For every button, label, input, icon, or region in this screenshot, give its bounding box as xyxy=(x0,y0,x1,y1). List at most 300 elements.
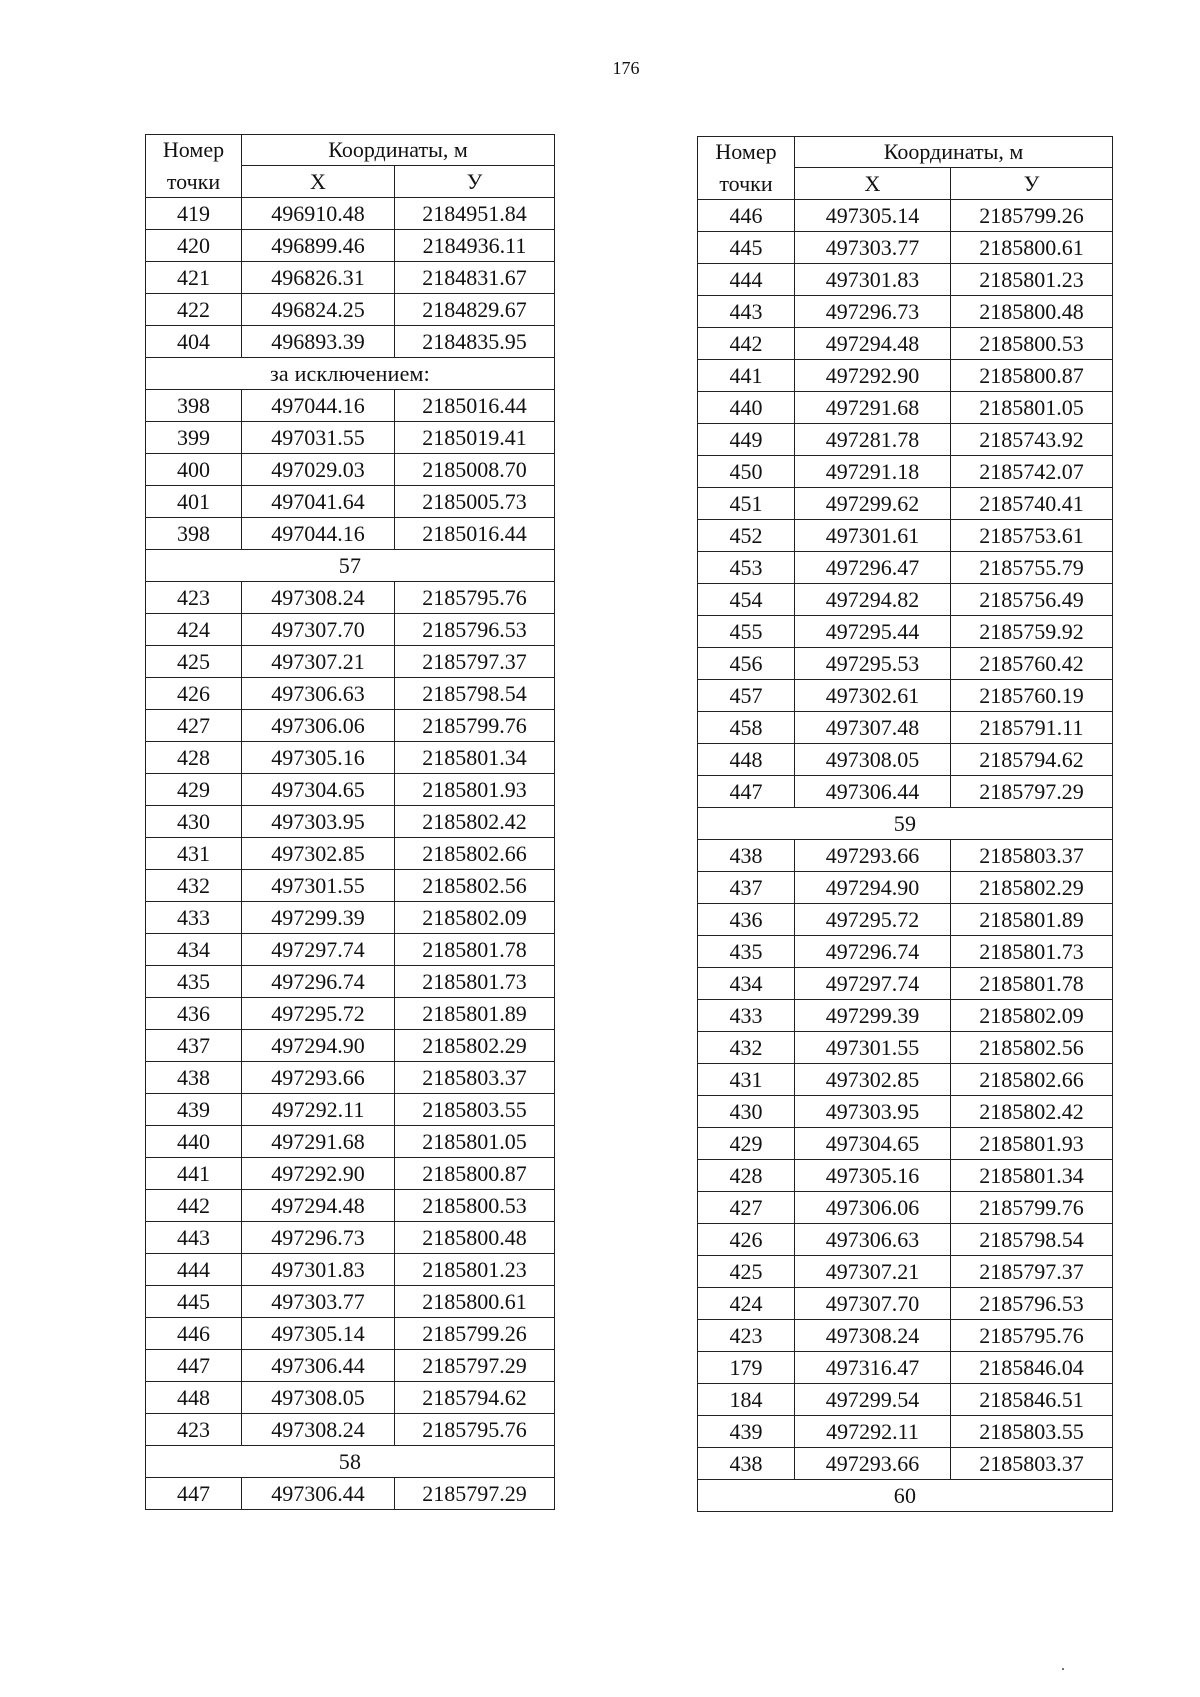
table-row xyxy=(698,1064,1113,1096)
y-coordinate-cell: 2185794.62 xyxy=(951,744,1113,776)
x-header: X xyxy=(242,166,395,198)
y-coordinate-cell: 2185803.37 xyxy=(951,840,1113,872)
point-number-cell: 425 xyxy=(698,1256,795,1288)
x-coordinate-cell: 497302.85 xyxy=(795,1064,951,1096)
y-coordinate-cell: 2185801.78 xyxy=(395,934,555,966)
y-coordinate-cell: 2185799.76 xyxy=(951,1192,1113,1224)
x-header: X xyxy=(795,168,951,200)
x-coordinate-cell: 497306.63 xyxy=(795,1224,951,1256)
group-label: 60 xyxy=(698,1480,1113,1512)
x-coordinate-cell: 496826.31 xyxy=(242,262,395,294)
y-coordinate-cell: 2185801.73 xyxy=(395,966,555,998)
group-label: за исключением: xyxy=(146,358,555,390)
point-number-cell: 441 xyxy=(146,1158,242,1190)
table-row xyxy=(698,1032,1113,1064)
coordinates-table-right-body xyxy=(698,200,1113,1512)
y-coordinate-cell: 2185800.61 xyxy=(395,1286,555,1318)
point-number-cell: 430 xyxy=(146,806,242,838)
x-coordinate-cell: 497305.14 xyxy=(795,200,951,232)
x-coordinate-cell: 497303.77 xyxy=(242,1286,395,1318)
table-row xyxy=(698,424,1113,456)
y-coordinate-cell: 2185008.70 xyxy=(395,454,555,486)
table-row xyxy=(146,390,555,422)
x-coordinate-cell: 497296.47 xyxy=(795,552,951,584)
table-row xyxy=(146,582,555,614)
table-row xyxy=(698,200,1113,232)
table-row xyxy=(698,360,1113,392)
x-coordinate-cell: 497294.82 xyxy=(795,584,951,616)
y-coordinate-cell: 2185801.23 xyxy=(951,264,1113,296)
x-coordinate-cell: 497307.70 xyxy=(795,1288,951,1320)
y-coordinate-cell: 2185800.53 xyxy=(951,328,1113,360)
x-coordinate-cell: 497304.65 xyxy=(795,1128,951,1160)
point-number-cell: 433 xyxy=(146,902,242,934)
point-number-cell: 432 xyxy=(146,870,242,902)
point-number-subheader: точки xyxy=(698,168,795,200)
table-row xyxy=(698,1096,1113,1128)
point-number-cell: 422 xyxy=(146,294,242,326)
table-row xyxy=(146,454,555,486)
y-coordinate-cell: 2184831.67 xyxy=(395,262,555,294)
x-coordinate-cell: 497307.70 xyxy=(242,614,395,646)
x-coordinate-cell: 497292.11 xyxy=(795,1416,951,1448)
y-coordinate-cell: 2185795.76 xyxy=(951,1320,1113,1352)
point-number-cell: 424 xyxy=(146,614,242,646)
y-coordinate-cell: 2185800.48 xyxy=(951,296,1113,328)
point-number-cell: 447 xyxy=(146,1478,242,1510)
point-number-cell: 426 xyxy=(698,1224,795,1256)
x-coordinate-cell: 497303.95 xyxy=(795,1096,951,1128)
x-coordinate-cell: 497299.39 xyxy=(242,902,395,934)
table-row xyxy=(146,678,555,710)
y-coordinate-cell: 2185801.73 xyxy=(951,936,1113,968)
x-coordinate-cell: 497294.48 xyxy=(242,1190,395,1222)
point-number-cell: 443 xyxy=(698,296,795,328)
x-coordinate-cell: 497299.62 xyxy=(795,488,951,520)
x-coordinate-cell: 497301.55 xyxy=(242,870,395,902)
y-coordinate-cell: 2185802.42 xyxy=(395,806,555,838)
x-coordinate-cell: 497294.48 xyxy=(795,328,951,360)
y-coordinate-cell: 2185016.44 xyxy=(395,390,555,422)
x-coordinate-cell: 497306.44 xyxy=(795,776,951,808)
point-number-cell: 431 xyxy=(698,1064,795,1096)
table-row xyxy=(146,198,555,230)
x-coordinate-cell: 497297.74 xyxy=(795,968,951,1000)
point-number-cell: 449 xyxy=(698,424,795,456)
point-number-cell: 439 xyxy=(698,1416,795,1448)
y-coordinate-cell: 2185801.34 xyxy=(951,1160,1113,1192)
x-coordinate-cell: 497308.24 xyxy=(242,582,395,614)
point-number-cell: 436 xyxy=(698,904,795,936)
point-number-cell: 441 xyxy=(698,360,795,392)
table-row xyxy=(698,328,1113,360)
table-row xyxy=(698,1256,1113,1288)
table-row xyxy=(146,1318,555,1350)
x-coordinate-cell: 497301.61 xyxy=(795,520,951,552)
point-number-cell: 447 xyxy=(698,776,795,808)
table-row xyxy=(698,264,1113,296)
table-row xyxy=(146,742,555,774)
y-coordinate-cell: 2185797.29 xyxy=(395,1478,555,1510)
x-coordinate-cell: 497044.16 xyxy=(242,518,395,550)
table-row xyxy=(698,584,1113,616)
point-number-cell: 446 xyxy=(146,1318,242,1350)
table-row xyxy=(698,1448,1113,1480)
table-row xyxy=(146,486,555,518)
point-number-cell: 440 xyxy=(698,392,795,424)
y-coordinate-cell: 2185800.87 xyxy=(395,1158,555,1190)
y-coordinate-cell: 2185802.09 xyxy=(395,902,555,934)
table-row xyxy=(146,1094,555,1126)
point-number-cell: 429 xyxy=(698,1128,795,1160)
x-coordinate-cell: 497304.65 xyxy=(242,774,395,806)
x-coordinate-cell: 497306.06 xyxy=(795,1192,951,1224)
point-number-cell: 447 xyxy=(146,1350,242,1382)
y-coordinate-cell: 2185760.42 xyxy=(951,648,1113,680)
point-number-cell: 433 xyxy=(698,1000,795,1032)
table-row xyxy=(146,614,555,646)
table-row xyxy=(146,1126,555,1158)
table-row xyxy=(146,1158,555,1190)
table-row xyxy=(146,1478,555,1510)
page-number: 176 xyxy=(612,58,640,78)
table-row xyxy=(146,1190,555,1222)
coordinates-table-left-body xyxy=(146,198,555,1510)
y-header: У xyxy=(951,168,1113,200)
point-number-cell: 448 xyxy=(146,1382,242,1414)
y-coordinate-cell: 2185797.37 xyxy=(395,646,555,678)
table-row xyxy=(146,774,555,806)
y-header: У xyxy=(395,166,555,198)
point-number-cell: 432 xyxy=(698,1032,795,1064)
point-number-cell: 400 xyxy=(146,454,242,486)
table-row xyxy=(146,294,555,326)
x-coordinate-cell: 497031.55 xyxy=(242,422,395,454)
table-row xyxy=(146,518,555,550)
table-row xyxy=(146,1030,555,1062)
table-row xyxy=(698,1192,1113,1224)
x-coordinate-cell: 497301.55 xyxy=(795,1032,951,1064)
table-row xyxy=(698,712,1113,744)
table-row xyxy=(698,1416,1113,1448)
table-row xyxy=(698,904,1113,936)
table-row xyxy=(698,1288,1113,1320)
point-number-cell: 431 xyxy=(146,838,242,870)
point-number-cell: 438 xyxy=(698,1448,795,1480)
table-row xyxy=(698,648,1113,680)
coordinates-header: Координаты, м xyxy=(242,135,555,166)
x-coordinate-cell: 497293.66 xyxy=(242,1062,395,1094)
y-coordinate-cell: 2185803.55 xyxy=(395,1094,555,1126)
y-coordinate-cell: 2185742.07 xyxy=(951,456,1113,488)
point-number-cell: 456 xyxy=(698,648,795,680)
point-number-cell: 454 xyxy=(698,584,795,616)
y-coordinate-cell: 2185800.48 xyxy=(395,1222,555,1254)
coordinates-table-right xyxy=(697,136,1113,1512)
x-coordinate-cell: 497307.48 xyxy=(795,712,951,744)
point-number-cell: 435 xyxy=(146,966,242,998)
y-coordinate-cell: 2185797.37 xyxy=(951,1256,1113,1288)
table-row xyxy=(146,806,555,838)
x-coordinate-cell: 497316.47 xyxy=(795,1352,951,1384)
x-coordinate-cell: 497305.14 xyxy=(242,1318,395,1350)
group-row xyxy=(146,550,555,582)
point-number-cell: 398 xyxy=(146,390,242,422)
table-row xyxy=(698,936,1113,968)
y-coordinate-cell: 2185795.76 xyxy=(395,1414,555,1446)
point-number-cell: 401 xyxy=(146,486,242,518)
coordinates-table-left xyxy=(145,134,555,1510)
x-coordinate-cell: 497281.78 xyxy=(795,424,951,456)
table-row xyxy=(146,934,555,966)
group-label: 58 xyxy=(146,1446,555,1478)
x-coordinate-cell: 497029.03 xyxy=(242,454,395,486)
table-row xyxy=(146,1382,555,1414)
table-row xyxy=(146,1286,555,1318)
table-row xyxy=(698,616,1113,648)
point-number-cell: 426 xyxy=(146,678,242,710)
y-coordinate-cell: 2185798.54 xyxy=(395,678,555,710)
y-coordinate-cell: 2185801.34 xyxy=(395,742,555,774)
group-row xyxy=(146,1446,555,1478)
y-coordinate-cell: 2184936.11 xyxy=(395,230,555,262)
x-coordinate-cell: 497307.21 xyxy=(242,646,395,678)
point-number-cell: 429 xyxy=(146,774,242,806)
point-number-cell: 445 xyxy=(146,1286,242,1318)
x-coordinate-cell: 497294.90 xyxy=(795,872,951,904)
x-coordinate-cell: 497306.44 xyxy=(242,1350,395,1382)
table-row xyxy=(698,776,1113,808)
point-number-header: Номер xyxy=(698,137,795,168)
table-row xyxy=(146,870,555,902)
point-number-cell: 434 xyxy=(698,968,795,1000)
x-coordinate-cell: 497305.16 xyxy=(795,1160,951,1192)
x-coordinate-cell: 497292.11 xyxy=(242,1094,395,1126)
table-row xyxy=(698,1320,1113,1352)
point-number-cell: 428 xyxy=(698,1160,795,1192)
y-coordinate-cell: 2185802.66 xyxy=(951,1064,1113,1096)
table-row xyxy=(146,646,555,678)
x-coordinate-cell: 497297.74 xyxy=(242,934,395,966)
point-number-cell: 421 xyxy=(146,262,242,294)
y-coordinate-cell: 2185800.61 xyxy=(951,232,1113,264)
table-row xyxy=(698,1384,1113,1416)
point-number-cell: 446 xyxy=(698,200,795,232)
point-number-cell: 424 xyxy=(698,1288,795,1320)
point-number-cell: 442 xyxy=(698,328,795,360)
table-row xyxy=(698,1160,1113,1192)
point-number-cell: 455 xyxy=(698,616,795,648)
table-row xyxy=(146,422,555,454)
table-row xyxy=(146,1062,555,1094)
table-row xyxy=(146,230,555,262)
y-coordinate-cell: 2185795.76 xyxy=(395,582,555,614)
y-coordinate-cell: 2185802.66 xyxy=(395,838,555,870)
x-coordinate-cell: 497306.06 xyxy=(242,710,395,742)
table-row xyxy=(146,902,555,934)
coordinates-header: Координаты, м xyxy=(795,137,1113,168)
point-number-cell: 179 xyxy=(698,1352,795,1384)
table-row xyxy=(146,326,555,358)
x-coordinate-cell: 497303.95 xyxy=(242,806,395,838)
y-coordinate-cell: 2185802.42 xyxy=(951,1096,1113,1128)
table-row xyxy=(698,296,1113,328)
x-coordinate-cell: 497296.73 xyxy=(795,296,951,328)
table-row xyxy=(698,680,1113,712)
point-number-cell: 423 xyxy=(698,1320,795,1352)
point-number-cell: 440 xyxy=(146,1126,242,1158)
point-number-cell: 444 xyxy=(698,264,795,296)
table-row xyxy=(146,1414,555,1446)
y-coordinate-cell: 2185801.23 xyxy=(395,1254,555,1286)
x-coordinate-cell: 497301.83 xyxy=(795,264,951,296)
point-number-cell: 436 xyxy=(146,998,242,1030)
x-coordinate-cell: 497292.90 xyxy=(242,1158,395,1190)
point-number-cell: 423 xyxy=(146,1414,242,1446)
y-coordinate-cell: 2185756.49 xyxy=(951,584,1113,616)
group-row xyxy=(698,1480,1113,1512)
point-number-cell: 184 xyxy=(698,1384,795,1416)
x-coordinate-cell: 497308.05 xyxy=(795,744,951,776)
scan-speck xyxy=(1062,1668,1064,1670)
x-coordinate-cell: 497291.18 xyxy=(795,456,951,488)
y-coordinate-cell: 2185801.05 xyxy=(951,392,1113,424)
y-coordinate-cell: 2185743.92 xyxy=(951,424,1113,456)
y-coordinate-cell: 2185801.89 xyxy=(951,904,1113,936)
y-coordinate-cell: 2185796.53 xyxy=(395,614,555,646)
table-row xyxy=(698,744,1113,776)
point-number-cell: 448 xyxy=(698,744,795,776)
group-label: 59 xyxy=(698,808,1113,840)
y-coordinate-cell: 2185801.78 xyxy=(951,968,1113,1000)
x-coordinate-cell: 497308.24 xyxy=(795,1320,951,1352)
point-number-cell: 457 xyxy=(698,680,795,712)
point-number-cell: 435 xyxy=(698,936,795,968)
y-coordinate-cell: 2185016.44 xyxy=(395,518,555,550)
x-coordinate-cell: 497293.66 xyxy=(795,840,951,872)
x-coordinate-cell: 497296.73 xyxy=(242,1222,395,1254)
y-coordinate-cell: 2185797.29 xyxy=(951,776,1113,808)
y-coordinate-cell: 2185019.41 xyxy=(395,422,555,454)
point-number-cell: 438 xyxy=(146,1062,242,1094)
table-row xyxy=(698,456,1113,488)
point-number-cell: 428 xyxy=(146,742,242,774)
table-row xyxy=(698,520,1113,552)
y-coordinate-cell: 2185799.76 xyxy=(395,710,555,742)
point-number-cell: 434 xyxy=(146,934,242,966)
table-row xyxy=(698,552,1113,584)
point-number-cell: 439 xyxy=(146,1094,242,1126)
point-number-cell: 398 xyxy=(146,518,242,550)
y-coordinate-cell: 2185801.93 xyxy=(395,774,555,806)
y-coordinate-cell: 2185846.51 xyxy=(951,1384,1113,1416)
table-row xyxy=(698,840,1113,872)
y-coordinate-cell: 2185796.53 xyxy=(951,1288,1113,1320)
y-coordinate-cell: 2184835.95 xyxy=(395,326,555,358)
group-row xyxy=(698,808,1113,840)
y-coordinate-cell: 2185801.05 xyxy=(395,1126,555,1158)
y-coordinate-cell: 2185755.79 xyxy=(951,552,1113,584)
y-coordinate-cell: 2185797.29 xyxy=(395,1350,555,1382)
table-row xyxy=(698,1352,1113,1384)
x-coordinate-cell: 497295.44 xyxy=(795,616,951,648)
x-coordinate-cell: 496824.25 xyxy=(242,294,395,326)
point-number-cell: 451 xyxy=(698,488,795,520)
table-row xyxy=(146,1222,555,1254)
x-coordinate-cell: 497299.54 xyxy=(795,1384,951,1416)
point-number-cell: 438 xyxy=(698,840,795,872)
table-row xyxy=(698,1128,1113,1160)
table-row xyxy=(146,262,555,294)
x-coordinate-cell: 497301.83 xyxy=(242,1254,395,1286)
x-coordinate-cell: 497296.74 xyxy=(242,966,395,998)
point-number-cell: 444 xyxy=(146,1254,242,1286)
point-number-cell: 453 xyxy=(698,552,795,584)
x-coordinate-cell: 497293.66 xyxy=(795,1448,951,1480)
x-coordinate-cell: 497295.72 xyxy=(795,904,951,936)
point-number-cell: 399 xyxy=(146,422,242,454)
y-coordinate-cell: 2185803.55 xyxy=(951,1416,1113,1448)
point-number-cell: 423 xyxy=(146,582,242,614)
x-coordinate-cell: 497302.61 xyxy=(795,680,951,712)
y-coordinate-cell: 2185760.19 xyxy=(951,680,1113,712)
y-coordinate-cell: 2185759.92 xyxy=(951,616,1113,648)
y-coordinate-cell: 2185803.37 xyxy=(951,1448,1113,1480)
point-number-cell: 443 xyxy=(146,1222,242,1254)
table-row xyxy=(146,1350,555,1382)
y-coordinate-cell: 2185798.54 xyxy=(951,1224,1113,1256)
table-row xyxy=(146,710,555,742)
group-row xyxy=(146,358,555,390)
y-coordinate-cell: 2185740.41 xyxy=(951,488,1113,520)
point-number-cell: 452 xyxy=(698,520,795,552)
y-coordinate-cell: 2185801.89 xyxy=(395,998,555,1030)
x-coordinate-cell: 497306.44 xyxy=(242,1478,395,1510)
table-row xyxy=(146,838,555,870)
x-coordinate-cell: 496893.39 xyxy=(242,326,395,358)
x-coordinate-cell: 497305.16 xyxy=(242,742,395,774)
x-coordinate-cell: 497296.74 xyxy=(795,936,951,968)
x-coordinate-cell: 497044.16 xyxy=(242,390,395,422)
y-coordinate-cell: 2185794.62 xyxy=(395,1382,555,1414)
y-coordinate-cell: 2185802.29 xyxy=(395,1030,555,1062)
table-row xyxy=(146,966,555,998)
x-coordinate-cell: 497308.24 xyxy=(242,1414,395,1446)
x-coordinate-cell: 497295.72 xyxy=(242,998,395,1030)
table-row xyxy=(146,1254,555,1286)
table-row xyxy=(698,872,1113,904)
y-coordinate-cell: 2185846.04 xyxy=(951,1352,1113,1384)
y-coordinate-cell: 2185799.26 xyxy=(951,200,1113,232)
point-number-cell: 445 xyxy=(698,232,795,264)
table-row xyxy=(698,1224,1113,1256)
y-coordinate-cell: 2185801.93 xyxy=(951,1128,1113,1160)
table-row xyxy=(698,1000,1113,1032)
y-coordinate-cell: 2185802.56 xyxy=(951,1032,1113,1064)
table-row xyxy=(698,488,1113,520)
y-coordinate-cell: 2185802.29 xyxy=(951,872,1113,904)
y-coordinate-cell: 2185802.09 xyxy=(951,1000,1113,1032)
x-coordinate-cell: 497041.64 xyxy=(242,486,395,518)
point-number-cell: 404 xyxy=(146,326,242,358)
group-label: 57 xyxy=(146,550,555,582)
point-number-cell: 419 xyxy=(146,198,242,230)
y-coordinate-cell: 2185753.61 xyxy=(951,520,1113,552)
point-number-cell: 437 xyxy=(698,872,795,904)
y-coordinate-cell: 2185800.87 xyxy=(951,360,1113,392)
y-coordinate-cell: 2184951.84 xyxy=(395,198,555,230)
x-coordinate-cell: 497294.90 xyxy=(242,1030,395,1062)
